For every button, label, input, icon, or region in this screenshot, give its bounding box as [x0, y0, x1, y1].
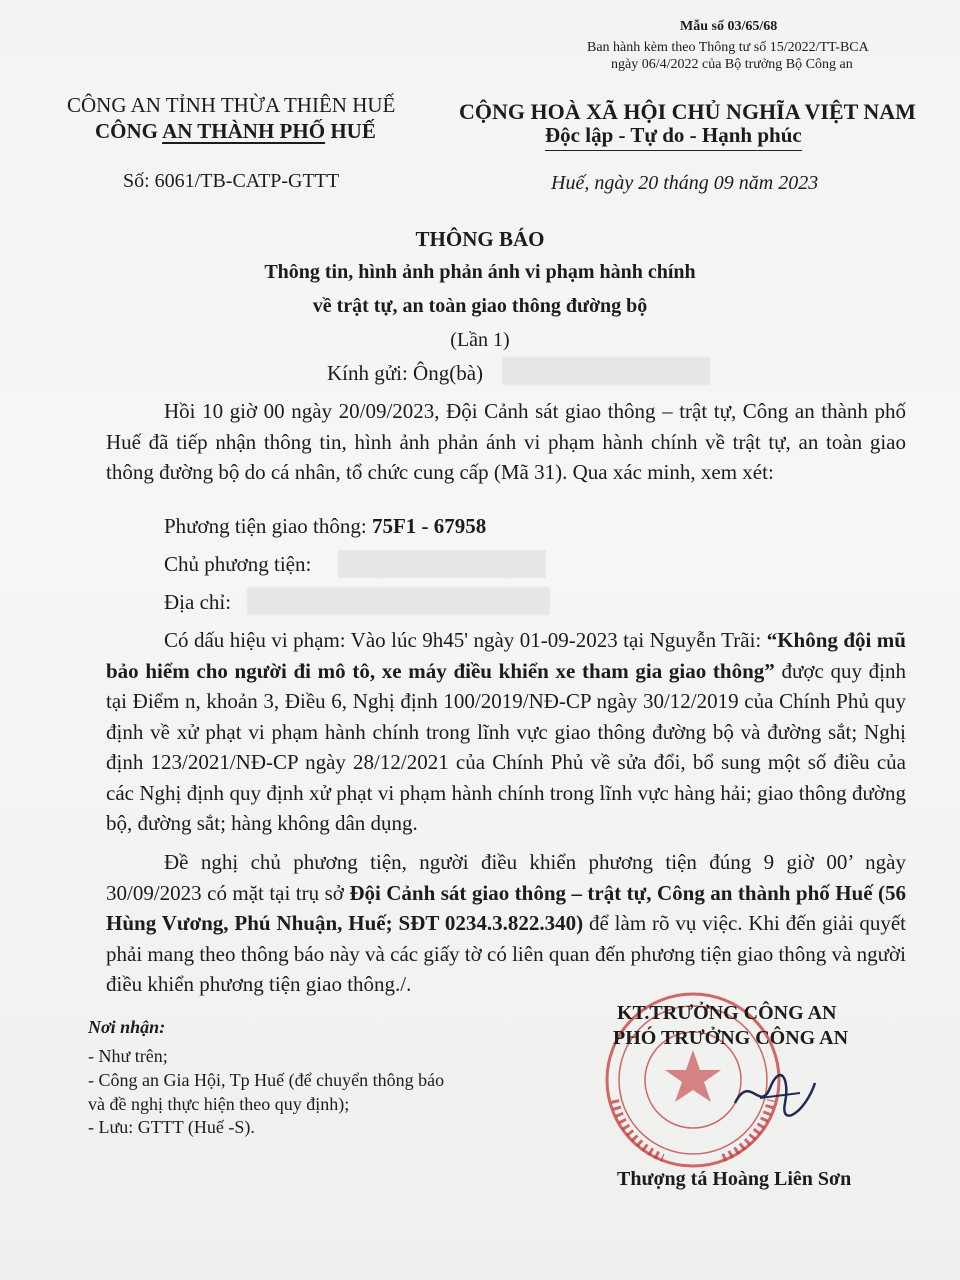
redacted-recipient-name [502, 357, 710, 385]
vehicle-plate: 75F1 - 67958 [371, 514, 487, 538]
national-motto: Độc lập - Tự do - Hạnh phúc [545, 123, 802, 151]
document-subtitle-line-2: về trật tự, an toàn giao thông đường bộ [312, 295, 648, 317]
signature-title-line-1: KT.TRƯỞNG CÔNG AN [617, 1002, 837, 1024]
request-location: Đội Cảnh sát giao thông – trật tự, Công an thành phố Huế (56 Hùng Vương, Phú Nhuận, Huế; SĐT 0234.3.822.340) [106, 880, 906, 935]
redacted-owner-name [338, 550, 546, 578]
document-number: Số: 6061/TB-CATP-GTTT [123, 170, 340, 192]
vehicle-label: Phương tiện giao thông: [164, 514, 372, 538]
recipients-title: Nơi nhận: [88, 1017, 166, 1037]
redacted-address [247, 587, 550, 615]
signer-name: Thượng tá Hoàng Liên Sơn [617, 1168, 852, 1190]
request-intro: Đề nghị chủ phương tiện, người điều khiển phương tiện đúng 9 giờ 00’ ngày 30/09/2023 có mặt tại trụ sở [106, 850, 906, 905]
issued-by-line-2: ngày 06/4/2022 của Bộ trưởng Bộ Công an [611, 57, 853, 72]
owner-label: Chủ phương tiện: [164, 552, 312, 576]
place-date: Huế, ngày 20 tháng 09 năm 2023 [551, 172, 819, 194]
recipient-item: - Công an Gia Hội, Tp Huế (để chuyển thông báo [88, 1070, 445, 1090]
paragraph-request [106, 847, 906, 1000]
paragraph-violation [106, 625, 906, 839]
nation-name: CỘNG HOÀ XÃ HỘI CHỦ NGHĨA VIỆT NAM [459, 99, 916, 124]
paragraph-intro: Hồi 10 giờ 00 ngày 20/09/2023, Đội Cảnh sát giao thông – trật tự, Công an thành phố Huế đã tiếp nhận thông tin, hình ảnh phản ánh vi phạm hành chính về trật tự, an toàn giao thông đường bộ do cá nhân, tổ chức cung cấp (Mã 31). Qua xác minh, xem xét: [106, 399, 906, 484]
recipient-item: - Lưu: GTTT (Huế -S). [88, 1117, 255, 1137]
agency-name [95, 119, 376, 144]
agency-name-post: HUẾ [325, 119, 376, 143]
form-id: Mẫu số 03/65/68 [680, 19, 778, 34]
violation-legal-basis: được quy định tại Điểm n, khoản 3, Điều 6, Nghị định 100/2019/NĐ-CP ngày 30/12/2019 của Chính Phủ quy định về xử phạt vi phạm hành chính trong lĩnh vực giao thông đường bộ và đường sắt; Nghị định 123/2021/NĐ-CP ngày 28/12/2021 của Chính Phủ về sửa đổi, bổ sung một số điều của các Nghị định quy định xử phạt vi phạm hành chính trong lĩnh vực hàng hải; giao thông đường bộ, đường sắt; hàng không dân dụng. [106, 658, 906, 835]
document-title: THÔNG BÁO [415, 227, 545, 251]
agency-name-underlined: AN THÀNH PHỐ [162, 119, 326, 143]
signature-title-line-2: PHÓ TRƯỞNG CÔNG AN [613, 1027, 849, 1049]
handwritten-signature-icon [730, 1068, 820, 1118]
owner-field [164, 552, 311, 577]
recipient-item: và đề nghị thực hiện theo quy định); [88, 1094, 350, 1114]
recipient-item: - Như trên; [88, 1046, 168, 1066]
address-label: Địa chỉ: [164, 590, 232, 614]
request-end: để làm rõ vụ việc. Khi đến giải quyết phải mang theo thông báo này và các giấy tờ có liên quan đến phương tiện giao thông và người điều khiển phương tiện giao thông./. [106, 911, 906, 996]
violation-intro: Có dấu hiệu vi phạm: Vào lúc 9h45' ngày 01-09-2023 tại Nguyễn Trãi: [164, 628, 767, 652]
vehicle-field [164, 514, 486, 539]
agency-name-pre: CÔNG [95, 119, 163, 143]
document-subtitle-line-1: Thông tin, hình ảnh phản ánh vi phạm hành chính [264, 261, 696, 283]
notice-count: (Lần 1) [450, 329, 510, 351]
violation-description: “Không đội mũ bảo hiểm cho người đi mô tô, xe máy điều khiển xe tham gia giao thông” [106, 628, 906, 683]
recipient-label: Kính gửi: Ông(bà) [327, 361, 484, 385]
issued-by-line-1: Ban hành kèm theo Thông tư số 15/2022/TT-BCA [587, 40, 869, 55]
agency-parent: CÔNG AN TỈNH THỪA THIÊN HUẾ [67, 93, 396, 117]
